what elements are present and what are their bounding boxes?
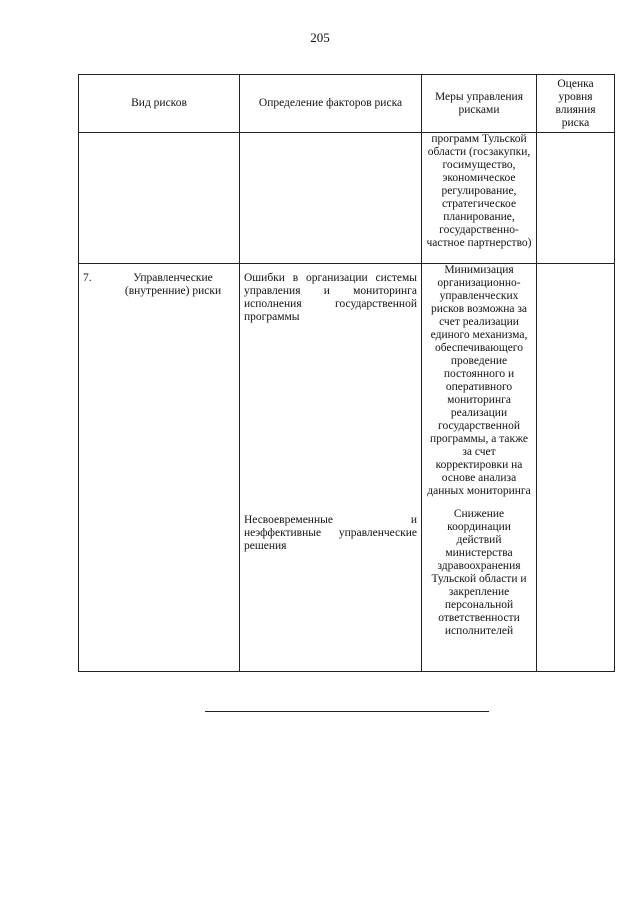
continuation-measures-cell: программ Тульской области (госзакупки, госимущество, экономическое регулирование, стратегическое планирование, государственно-частное партнерство) — [422, 133, 537, 264]
table-header-row — [79, 75, 615, 133]
continuation-kind-cell — [79, 133, 240, 264]
risk-7-kind: Управленческие (внутренние) риски — [124, 272, 222, 297]
risk-7-measure-2: Снижение координации действий министерства здравоохранения Тульской области и закрепление персональной ответственности исполнителей — [431, 508, 527, 637]
risk-7-measures-cell — [422, 264, 537, 672]
continuation-factors-cell — [240, 133, 422, 264]
header-risk-kind: Вид рисков — [79, 75, 240, 133]
risk-7-factor-1: Ошибки в организации системы управления и мониторинга исполнения государственной программы — [244, 272, 417, 323]
risk-7-number: 7. — [83, 272, 92, 284]
risk-7-factors-cell — [240, 264, 422, 672]
header-risk-factors: Определение факторов риска — [240, 75, 422, 133]
risk-table — [78, 74, 615, 672]
page-number: 205 — [310, 30, 330, 45]
table-row-continuation — [79, 133, 615, 264]
risk-7-kind-cell — [79, 264, 240, 672]
continuation-level-cell — [537, 133, 615, 264]
footer-separator-line — [205, 711, 489, 712]
risk-7-measure-1: Минимизация организационно-управленческих рисков возможна за счет реализации единого механизма, обеспечивающего проведение постоянного и оперативного мониторинга реализации государственной программы, а также за счет корректировки на основе анализа данных мониторинга — [427, 264, 531, 497]
header-risk-measures: Меры управления рисками — [422, 75, 537, 133]
risk-7-factor-2: Несвоевременные и неэффективные управленческие решения — [244, 514, 417, 552]
header-risk-level: Оценка уровня влияния риска — [537, 75, 615, 133]
table-row-risk-7 — [79, 264, 615, 672]
risk-7-level-cell — [537, 264, 615, 672]
